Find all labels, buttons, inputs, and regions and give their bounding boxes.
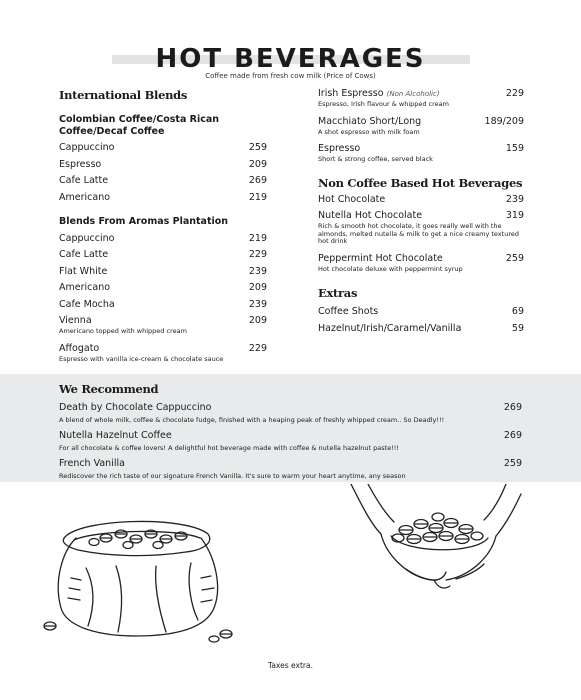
menu-item: Macchiato Short/Long 189/209 A shot espresso with milk foam — [318, 115, 524, 136]
we-recommend-section — [0, 374, 581, 482]
menu-item: Americano 219 — [59, 191, 267, 203]
page-subtitle: Coffee made from fresh cow milk (Price of Cows) — [205, 72, 376, 80]
taxes-note: Taxes extra. — [268, 661, 313, 670]
title-block — [0, 44, 581, 74]
menu-item: Americano 209 — [59, 282, 267, 293]
section-heading-non-coffee: Non Coffee Based Hot Beverages — [318, 175, 523, 190]
menu-item: Nutella Hazelnut Coffee 269 For all chocolate & coffee lovers! A delightful hot beverage made with coffee & nutella hazelnut paste!!! — [59, 430, 522, 452]
menu-item: Affogato 229 Espresso with vanilla ice-cream & chocolate sauce — [59, 342, 267, 363]
menu-item: Hot Chocolate 239 — [318, 193, 524, 205]
international-blends-section — [59, 88, 267, 363]
group-heading-aromas: Blends From Aromas Plantation — [59, 215, 229, 227]
section-heading-extras: Extras — [318, 286, 358, 300]
menu-item: Nutella Hot Chocolate 319 Rich & smooth hot chocolate, it goes really well with the almonds, melted nutella & milk to get a nice creamy textured hot drink — [318, 210, 524, 245]
menu-item: Cafe Latte 269 — [59, 175, 267, 186]
menu-item: Coffee Shots 69 — [318, 306, 524, 317]
menu-item: Cappuccino 259 — [59, 142, 267, 153]
item-description: A blend of whole milk, coffee & chocolate fudge, finished with a heaping peak of freshly whipped cream.. So Deadly!!! — [59, 416, 445, 424]
item-description: Espresso with vanilla ice-cream & chocolate sauce — [59, 354, 224, 363]
menu-item: Cafe Mocha 239 — [59, 298, 267, 310]
item-description: A shot espresso with milk foam — [318, 127, 420, 136]
item-description: Rediscover the rich taste of our signature French Vanilla. It's sure to warm your heart anytime, any season — [59, 472, 406, 480]
menu-item: Irish Espresso (Non Alcoholic) 229 Espresso, Irish flavour & whipped cream — [318, 88, 524, 108]
section-heading-we-recommend: We Recommend — [59, 382, 159, 396]
group-heading-colombian: Colombian Coffee/Costa Rican Coffee/Decaf Coffee — [59, 114, 220, 137]
item-description: Espresso, Irish flavour & whipped cream — [318, 100, 449, 108]
right-column — [318, 88, 524, 335]
menu-item: Cappuccino 219 — [59, 232, 267, 244]
non-alcoholic-tag: (Non Alcoholic) — [386, 90, 440, 98]
menu-item: Death by Chocolate Cappuccino 269 A blend of whole milk, coffee & chocolate fudge, finished with a heaping peak of freshly whipped cream.. So Deadly!!! — [59, 402, 522, 424]
menu-item: Espresso 209 — [59, 158, 267, 170]
section-heading-international-blends: International Blends — [59, 88, 188, 102]
menu-item: French Vanilla 259 Rediscover the rich taste of our signature French Vanilla. It's sure to warm your heart anytime, any season — [59, 458, 522, 480]
menu-item: Flat White 239 — [59, 265, 267, 277]
menu-item: Hazelnut/Irish/Caramel/Vanilla 59 — [318, 322, 524, 334]
coffee-bean-sack-icon — [36, 508, 236, 643]
item-description: Rich & smooth hot chocolate, it goes really well with the almonds, melted nutella & milk to get a nice creamy textured hot drink — [318, 222, 519, 245]
menu-item: Cafe Latte 229 — [59, 249, 267, 260]
hands-holding-beans-icon — [346, 484, 526, 594]
item-description: For all chocolate & coffee lovers! A delightful hot beverage made with coffee & nutella hazelnut paste!!! — [59, 444, 400, 452]
menu-item: Vienna 209 Americano topped with whipped cream — [59, 315, 267, 335]
item-description: Hot chocolate deluxe with peppermint syrup — [318, 264, 463, 273]
menu-item: Espresso 159 Short & strong coffee, served black — [318, 143, 524, 163]
item-description: Americano topped with whipped cream — [59, 327, 187, 335]
item-description: Short & strong coffee, served black — [318, 155, 433, 163]
page-title: HOT BEVERAGES — [155, 44, 426, 74]
menu-item: Peppermint Hot Chocolate 259 Hot chocolate deluxe with peppermint syrup — [318, 252, 524, 273]
